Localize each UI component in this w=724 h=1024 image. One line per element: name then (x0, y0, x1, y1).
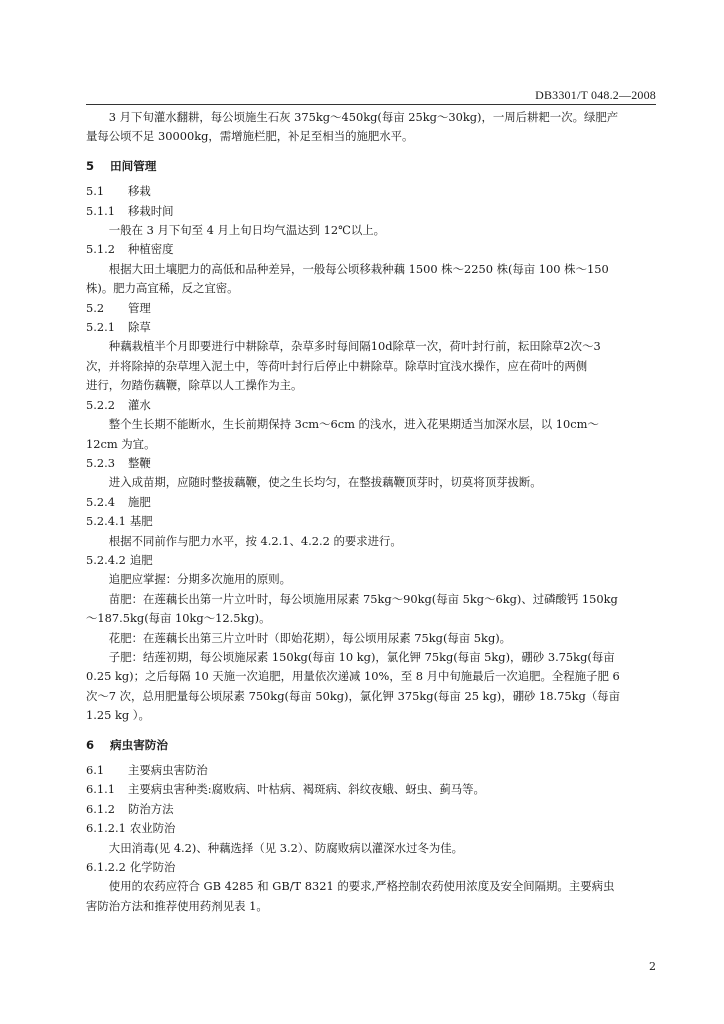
header-divider (86, 104, 656, 105)
section-title: 除草 (128, 320, 151, 335)
section-title: 移栽 (128, 184, 151, 199)
section-5-2 (86, 299, 656, 318)
section-title: 主要病虫害种类:腐败病、叶枯病、褐斑病、斜纹夜蛾、蚜虫、蓟马等。 (128, 782, 485, 797)
paragraph-line: 大田消毒(见 4.2)、种藕选择（见 3.2）、防腐败病以灌深水过冬为佳。 (108, 840, 464, 855)
paragraph-line: 苗肥：在莲藕长出第一片立叶时，每公顷施用尿素 75kg～90kg(每亩 5kg～6kg)、过磷酸钙 150kg (108, 591, 618, 606)
paragraph-line: 害防治方法和推荐使用药剂见表 1。 (86, 898, 268, 913)
section-title: 整鞭 (128, 455, 151, 470)
section-6-1-1 (86, 780, 656, 799)
paragraph-line: 一般在 3 月下旬至 4 月上旬日均气温达到 12℃以上。 (108, 223, 386, 238)
section-6-1-2-1 (86, 819, 656, 838)
section-number: 5.2.2 (86, 397, 115, 412)
section-number: 5.2 (86, 300, 105, 315)
section-number: 6.1.2.2 (86, 860, 126, 875)
section-title: 防治方法 (128, 801, 174, 816)
paragraph-line: 株)。肥力高宜稀，反之宜密。 (86, 281, 239, 296)
paragraph-line: 种藕栽植半个月即要进行中耕除草，杂草多时每间隔10d除草一次，荷叶封行前，耘田除草2次～3 (108, 339, 601, 354)
page-number: 2 (649, 960, 656, 973)
document-code: DB3301/T 048.2—2008 (535, 88, 656, 102)
paragraph-line: 子肥：结莲初期，每公顷施尿素 150kg(每亩 10 kg)，氯化钾 75kg(每亩 5kg)，硼砂 3.75kg(每亩 (108, 649, 615, 664)
chapter-title: 田间管理 (110, 158, 157, 173)
section-title: 追肥 (129, 552, 153, 567)
paragraph-line: ～187.5kg(每亩 10kg～12.5kg)。 (86, 611, 271, 626)
paragraph-line: 进行，勿踏伤藕鞭，除草以人工操作为主。 (86, 378, 303, 393)
section-title: 移栽时间 (128, 203, 174, 218)
paragraph-line: 次，并将除掉的杂草埋入泥土中，等荷叶封行后停止中耕除草。除草时宜浅水操作，应在荷叶的两侧 (86, 358, 588, 373)
section-number: 5.2.4.2 (86, 552, 126, 567)
section-5-2-4-1 (86, 512, 656, 531)
paragraph-line: 花肥：在莲藕长出第三片立叶时（即始花期），每公顷用尿素 75kg(每亩 5kg)。 (108, 630, 512, 645)
section-6-1 (86, 761, 656, 780)
chapter-number: 5 (86, 158, 95, 173)
section-number: 5.1 (86, 184, 105, 199)
paragraph-line: 12cm 为宜。 (86, 436, 156, 451)
section-5-2-1 (86, 318, 656, 337)
page-body (86, 108, 656, 916)
paragraph-line: 1.25 kg ）。 (86, 708, 150, 723)
section-6-1-2 (86, 800, 656, 819)
section-5-2-2 (86, 396, 656, 415)
section-title: 主要病虫害防治 (128, 763, 208, 777)
section-title: 基肥 (129, 514, 153, 529)
section-6-1-2-2 (86, 858, 656, 877)
paragraph-line: 使用的农药应符合 GB 4285 和 GB/T 8321 的要求,严格控制农药使用浓度及安全间隔期。主要病虫 (108, 879, 615, 894)
section-number: 6.1.2.1 (86, 821, 126, 836)
chapter-6-heading (86, 736, 656, 755)
intro-line-2: 量每公顷不足 30000kg，需增施栏肥，补足至相当的施肥水平。 (86, 129, 414, 144)
section-title: 种植密度 (128, 242, 174, 257)
paragraph-line: 次～7 次，总用肥量每公顷尿素 750kg(每亩 50kg)，氯化钾 375kg(每亩 25 kg)，硼砂 18.75kg（每亩 (86, 688, 620, 703)
paragraph-line: 根据不同前作与肥力水平，按 4.2.1、4.2.2 的要求进行。 (108, 533, 402, 548)
section-title: 化学防治 (129, 860, 176, 875)
intro-line-1: 3 月下旬灌水翻耕，每公顷施生石灰 375kg～450kg(每亩 25kg～30kg)，一周后耕耙一次。绿肥产 (108, 110, 619, 124)
section-title: 灌水 (128, 397, 151, 412)
section-number: 5.2.3 (86, 455, 115, 470)
section-5-2-4 (86, 493, 656, 512)
chapter-title: 病虫害防治 (110, 737, 168, 752)
paragraph-line: 追肥应掌握：分期多次施用的原则。 (108, 572, 292, 587)
section-number: 6.1.2 (86, 801, 115, 816)
section-5-1-1 (86, 202, 656, 221)
chapter-number: 6 (86, 737, 95, 752)
paragraph-line: 根据大田土壤肥力的高低和品种差异，一般每公顷移栽种藕 1500 株～2250 株(每亩 100 株～150 (108, 261, 609, 276)
section-5-1-2 (86, 240, 656, 259)
chapter-5-heading (86, 157, 656, 176)
section-number: 6.1.1 (86, 782, 115, 797)
section-number: 5.2.1 (86, 320, 115, 335)
section-5-2-4-2 (86, 551, 656, 570)
paragraph-line: 进入成苗期，应随时整拔藕鞭，使之生长均匀，在整拔藕鞭顶芽时，切莫将顶芽拔断。 (108, 475, 542, 490)
paragraph-line: 整个生长期不能断水，生长前期保持 3cm～6cm 的浅水，进入花果期适当加深水层，以 10cm～ (108, 417, 599, 432)
section-number: 5.2.4 (86, 494, 115, 509)
section-title: 农业防治 (129, 821, 176, 836)
section-number: 6.1 (86, 763, 105, 777)
section-number: 5.2.4.1 (86, 514, 126, 529)
section-title: 管理 (128, 300, 151, 315)
paragraph-line: 0.25 kg)；之后每隔 10 天施一次追肥，用量依次递减 10%，至 8 月中旬施最后一次追肥。全程施子肥 6 (86, 669, 620, 684)
section-number: 5.1.1 (86, 203, 115, 218)
section-5-2-3 (86, 454, 656, 473)
section-number: 5.1.2 (86, 242, 115, 257)
section-5-1 (86, 182, 656, 201)
section-title: 施肥 (128, 494, 151, 509)
